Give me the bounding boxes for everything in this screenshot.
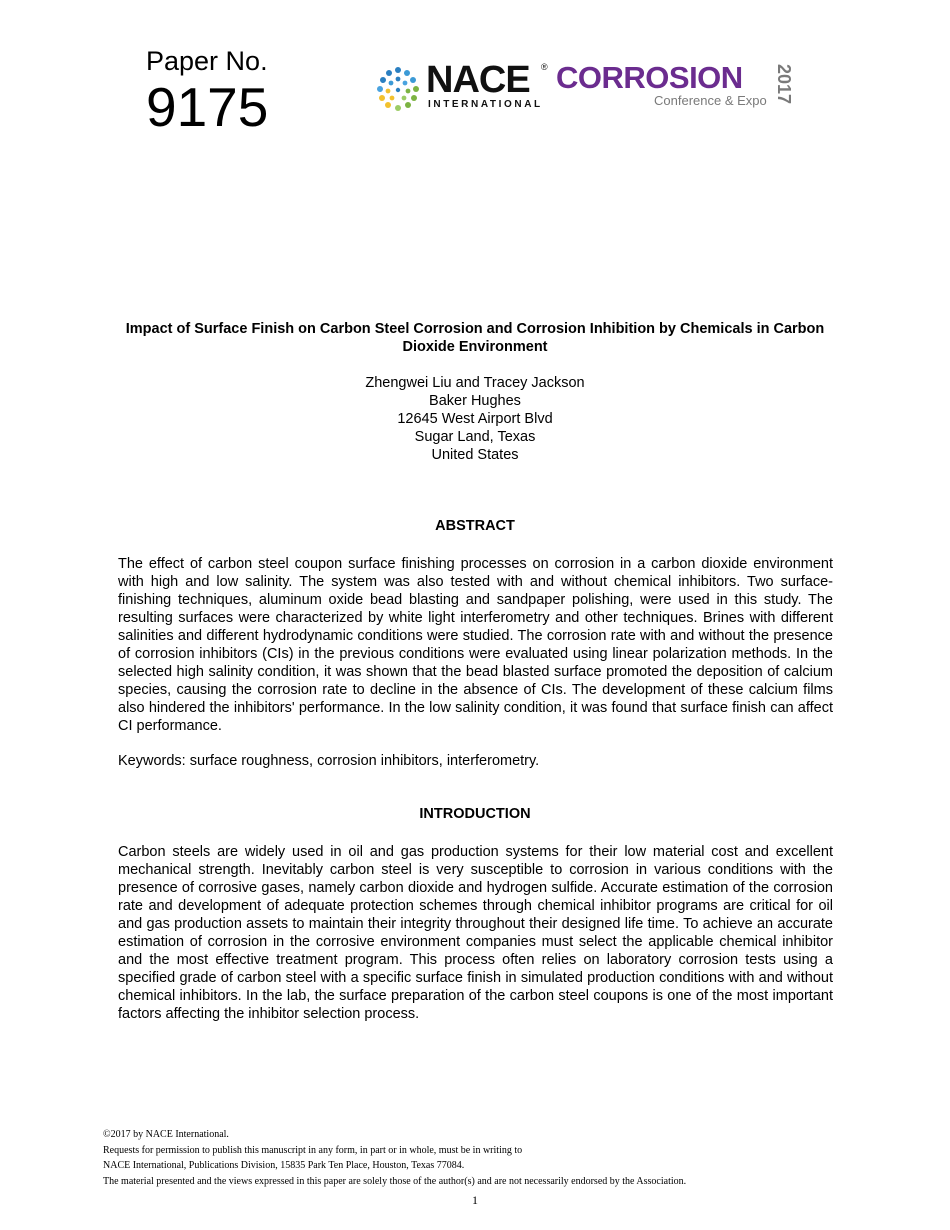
- year-text: 2017: [774, 64, 794, 105]
- nace-wordmark: NACE: [426, 59, 530, 101]
- paper-title: Impact of Surface Finish on Carbon Steel Corrosion and Corrosion Inhibition by Chemicals in Carbon Dioxide Environment: [125, 321, 825, 355]
- introduction-heading: INTRODUCTION: [419, 806, 531, 822]
- abstract-heading: ABSTRACT: [435, 518, 515, 534]
- footer-line: ©2017 by NACE International.: [103, 1129, 229, 1140]
- conference-logo: [374, 58, 804, 118]
- nace-international-text: INTERNATIONAL: [428, 99, 543, 110]
- paper-number: 9175: [146, 76, 269, 138]
- page-number: 1: [472, 1193, 478, 1207]
- abstract-body: The effect of carbon steel coupon surface finishing processes on corrosion in a carbon dioxide environment with high and low salinity. The system was also tested with and without chemical inhibitors. Two surface-finishing techniques, aluminum oxide bead blasting and sandpaper polishing, were used in this study. The resulting surfaces were characterized by white light interferometry and other techniques. Brines with different salinities and different hydrodynamic conditions were studied. The corrosion rate with and without the presence of corrosion inhibitors (CIs) in the previous conditions were evaluated using linear polarization methods. In the selected high salinity condition, it was shown that the bead blasted surface promoted the deposition of calcium species, causing the corrosion rate to decline in the absence of CIs. The development of these calcium films also hindered the inhibitors' performance. In the low salinity condition, it was found that surface finish can affect CI performance.: [118, 556, 833, 734]
- conference-year: [772, 62, 796, 110]
- footer-line: NACE International, Publications Division, 15835 Park Ten Place, Houston, Texas 77084.: [103, 1160, 465, 1171]
- paper-number-label: Paper No.: [146, 46, 268, 76]
- author-names: Zhengwei Liu and Tracey Jackson: [365, 375, 585, 391]
- footer-line: The material presented and the views expressed in this paper are solely those of the author(s) and are not necessarily endorsed by the Association.: [103, 1175, 687, 1187]
- keywords: Keywords: surface roughness, corrosion inhibitors, interferometry.: [118, 753, 540, 769]
- author-street: 12645 West Airport Blvd: [397, 411, 553, 427]
- author-block: [200, 374, 750, 464]
- author-city: Sugar Land, Texas: [414, 429, 536, 445]
- author-company: Baker Hughes: [429, 393, 521, 409]
- introduction-body: Carbon steels are widely used in oil and gas production systems for their low material cost and excellent mechanical strength. Inevitably carbon steel is very susceptible to corrosion in various conditions with the presence of corrosive gases, namely carbon dioxide and hydrogen sulfide. Accurate estimation of the corrosion rate and development of adequate protection schemes through chemical inhibitor programs are critical for oil and gas production assets to maintain their integrity throughout their designed life time. To achieve an accurate estimation of corrosion in the corrosive environment companies must select the applicable chemical inhibitor and the most effective treatment program. This process often relies on laboratory corrosion tests using a specified grade of carbon steel with a specific surface finish in simulated production conditions with and without chemical inhibitors. In the lab, the surface preparation of the carbon steel coupons is one of the most important factors affecting the inhibitor selection process.: [118, 844, 833, 1022]
- registered-mark: ®: [541, 62, 548, 72]
- author-country: United States: [431, 447, 519, 463]
- conference-expo-text: Conference & Expo: [654, 93, 767, 108]
- nace-globe-icon: [374, 64, 422, 114]
- corrosion-wordmark: CORROSION: [556, 60, 743, 95]
- footer-line: Requests for permission to publish this manuscript in any form, in part or in whole, must be in writing to: [103, 1144, 523, 1156]
- copyright-footer: [103, 1127, 863, 1189]
